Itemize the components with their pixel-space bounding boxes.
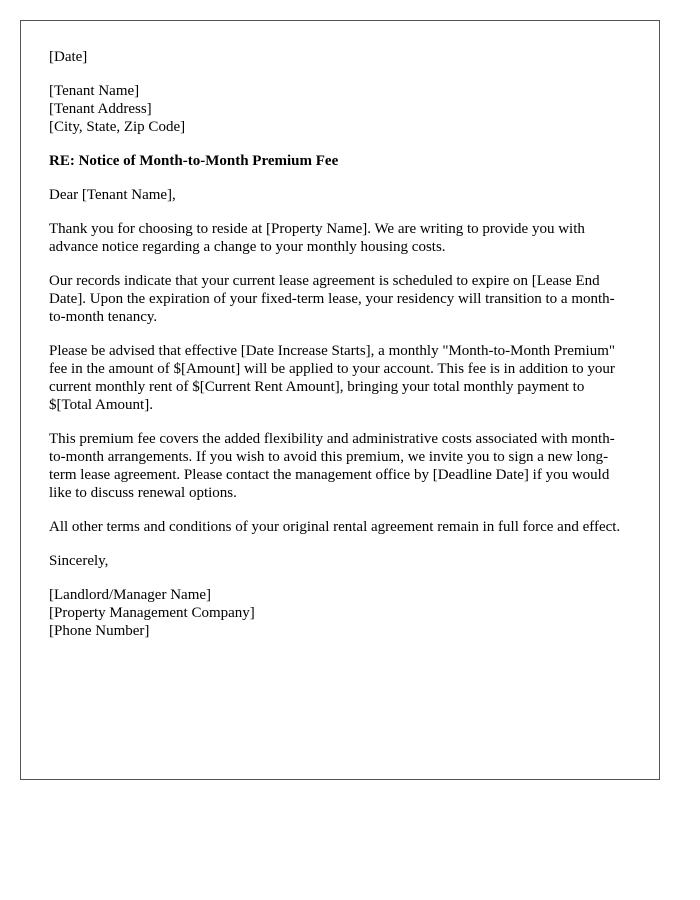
paragraph-premium-fee: Please be advised that effective [Date Increase Starts], a monthly "Month-to-Month Premium" fee in the amount of $[Amount] will be applied to your account. This fee is in addition to your current monthly rent of $[Current Rent Amount], bringing your total monthly payment to $[Total Amount]. [49, 343, 615, 413]
paragraph-intro: Thank you for choosing to reside at [Property Name]. We are writing to provide you with advance notice regarding a change to your monthly housing costs. [49, 221, 585, 255]
recipient-name: [Tenant Name] [49, 83, 140, 99]
paragraph-lease-expiration: Our records indicate that your current lease agreement is scheduled to expire on [Lease End Date]. Upon the expiration of your fixed-term lease, your residency will transition to a month-to-month tenancy. [49, 273, 615, 325]
signature-phone: [Phone Number] [49, 623, 150, 639]
recipient-block [49, 82, 631, 136]
letter-document [20, 20, 660, 780]
recipient-city-state-zip: [City, State, Zip Code] [49, 119, 186, 135]
paragraph-terms: All other terms and conditions of your original rental agreement remain in full force and effect. [49, 519, 621, 535]
signature-name: [Landlord/Manager Name] [49, 587, 212, 603]
letter-date: [Date] [49, 49, 88, 65]
paragraph-renewal-options: This premium fee covers the added flexibility and administrative costs associated with month-to-month arrangements. If you wish to avoid this premium, we invite you to sign a new long-term lease agreement. Please contact the management office by [Deadline Date] if you would like to discuss renewal options. [49, 431, 615, 501]
signature-company: [Property Management Company] [49, 605, 255, 621]
recipient-address: [Tenant Address] [49, 101, 152, 117]
subject-line: RE: Notice of Month-to-Month Premium Fee [49, 153, 339, 169]
salutation: Dear [Tenant Name], [49, 187, 176, 203]
signature-block [49, 586, 631, 640]
closing: Sincerely, [49, 553, 109, 569]
